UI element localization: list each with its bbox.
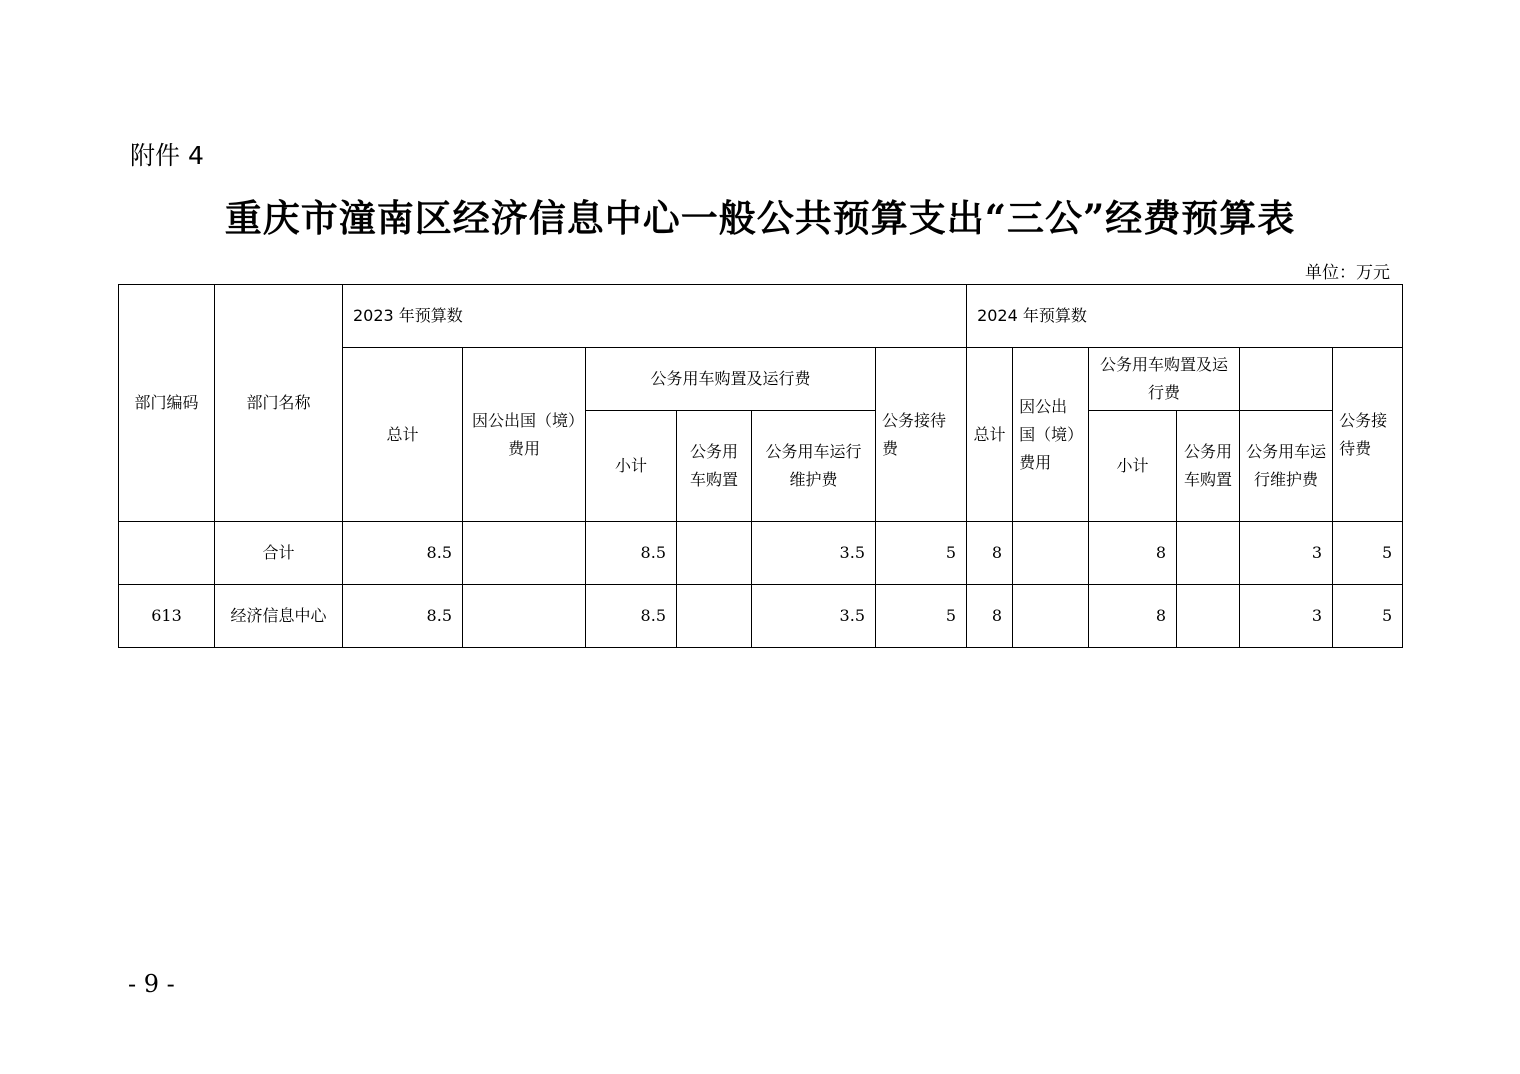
header-car-maint-2024: 公务用车运行维护费 (1240, 411, 1333, 522)
cell-maint-2023: 3.5 (752, 522, 876, 585)
cell-purchase-2024 (1177, 522, 1240, 585)
header-car-group-2024: 公务用车购置及运行费 (1089, 348, 1240, 411)
header-subtotal-2024: 小计 (1089, 411, 1177, 522)
table-row (119, 585, 1403, 648)
cell-subtotal-2024: 8 (1089, 585, 1177, 648)
header-subtotal-2023: 小计 (586, 411, 677, 522)
cell-name: 合计 (215, 522, 343, 585)
header-abroad-2024: 因公出国（境）费用 (1013, 348, 1089, 522)
cell-reception-2023: 5 (876, 522, 967, 585)
cell-reception-2024: 5 (1333, 585, 1403, 648)
cell-abroad-2023 (463, 585, 586, 648)
header-car-group-2023: 公务用车购置及运行费 (586, 348, 876, 411)
cell-name: 经济信息中心 (215, 585, 343, 648)
cell-purchase-2023 (677, 585, 752, 648)
cell-total-2024: 8 (967, 522, 1013, 585)
header-abroad-2023: 因公出国（境）费用 (463, 348, 586, 522)
header-car-purchase-2023: 公务用车购置 (677, 411, 752, 522)
cell-purchase-2023 (677, 522, 752, 585)
cell-purchase-2024 (1177, 585, 1240, 648)
cell-maint-2024: 3 (1240, 585, 1333, 648)
cell-reception-2023: 5 (876, 585, 967, 648)
cell-maint-2023: 3.5 (752, 585, 876, 648)
cell-abroad-2024 (1013, 585, 1089, 648)
header-row-year (119, 285, 1403, 348)
cell-code (119, 522, 215, 585)
header-2024-budget: 2024 年预算数 (967, 285, 1403, 348)
budget-table (118, 284, 1403, 648)
cell-total-2023: 8.5 (343, 585, 463, 648)
header-reception-2024: 公务接待费 (1333, 348, 1403, 522)
header-total-2023: 总计 (343, 348, 463, 522)
cell-subtotal-2024: 8 (1089, 522, 1177, 585)
cell-reception-2024: 5 (1333, 522, 1403, 585)
unit-label: 单位：万元 (1305, 263, 1390, 283)
cell-subtotal-2023: 8.5 (586, 585, 677, 648)
header-dept-name: 部门名称 (215, 285, 343, 522)
cell-maint-2024: 3 (1240, 522, 1333, 585)
header-car-purchase-2024: 公务用车购置 (1177, 411, 1240, 522)
header-reception-2023: 公务接待费 (876, 348, 967, 522)
table-row (119, 522, 1403, 585)
cell-total-2024: 8 (967, 585, 1013, 648)
cell-total-2023: 8.5 (343, 522, 463, 585)
attachment-label: 附件 4 (130, 141, 204, 170)
header-2023-budget: 2023 年预算数 (343, 285, 967, 348)
document-title: 重庆市潼南区经济信息中心一般公共预算支出“三公”经费预算表 (224, 196, 1296, 240)
header-car-maint-2023: 公务用车运行维护费 (752, 411, 876, 522)
header-dept-code: 部门编码 (119, 285, 215, 522)
header-total-2024: 总计 (967, 348, 1013, 522)
cell-code: 613 (119, 585, 215, 648)
cell-abroad-2023 (463, 522, 586, 585)
cell-abroad-2024 (1013, 522, 1089, 585)
cell-subtotal-2023: 8.5 (586, 522, 677, 585)
page-number: - 9 - (128, 970, 175, 998)
